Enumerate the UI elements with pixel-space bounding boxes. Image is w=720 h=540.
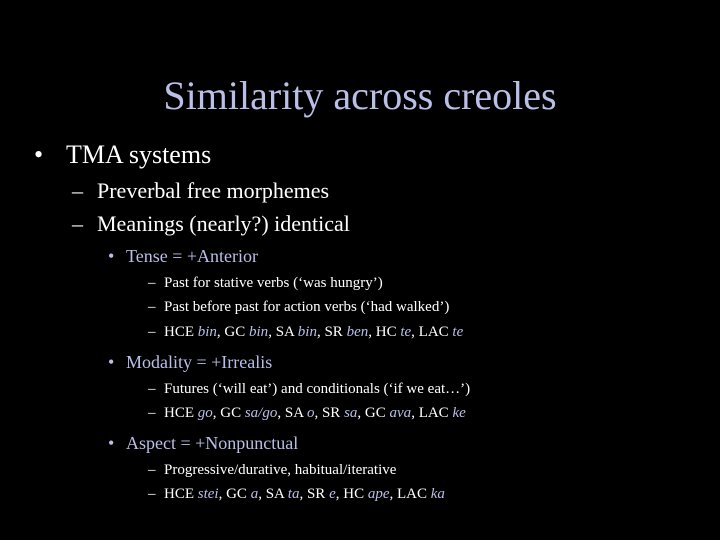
subbullet-preverbal — [72, 178, 329, 204]
detail-text: Past before past for action verbs (‘had walked’) — [164, 299, 450, 315]
marker-gc: bin — [249, 324, 269, 340]
detail-tense-forms — [148, 324, 463, 341]
detail-text: HCE bin, GC bin, SA bin, SR ben, HC te, LAC te — [164, 324, 464, 340]
bullet-icon: • — [34, 140, 44, 169]
detail-progressive — [148, 462, 396, 479]
detail-modality-forms — [148, 405, 466, 422]
dash-icon: – — [72, 211, 83, 236]
dash-icon: – — [148, 324, 156, 340]
bullet-tma-systems — [34, 140, 212, 170]
point-text: Tense = +Anterior — [126, 246, 259, 266]
marker-gc: a — [250, 486, 259, 502]
marker-lac: ka — [430, 486, 445, 502]
dash-icon: – — [148, 299, 156, 315]
bullet-text: TMA systems — [66, 140, 212, 169]
point-modality — [108, 352, 272, 373]
detail-aspect-forms — [148, 486, 445, 503]
detail-text: Progressive/durative, habitual/iterative — [164, 462, 397, 478]
bullet-icon: • — [108, 352, 115, 372]
detail-text: HCE go, GC sa/go, SA o, SR sa, GC ava, LAC ke — [164, 405, 466, 421]
detail-futures — [148, 381, 470, 398]
subbullet-text: Preverbal free morphemes — [97, 178, 330, 203]
marker-hc: te — [400, 324, 412, 340]
dash-icon: – — [148, 381, 156, 397]
detail-past-stative — [148, 275, 383, 292]
marker-hce: stei — [197, 486, 219, 502]
marker-hce: bin — [197, 324, 217, 340]
slide-title: Similarity across creoles — [163, 73, 557, 118]
marker-lac: ke — [452, 405, 466, 421]
detail-text: HCE stei, GC a, SA ta, SR e, HC ape, LAC ka — [164, 486, 445, 502]
marker-sr: e — [329, 486, 336, 502]
detail-past-before — [148, 299, 449, 316]
marker-sa: bin — [297, 324, 317, 340]
marker-hce: go — [197, 405, 213, 421]
dash-icon: – — [148, 405, 156, 421]
dash-icon: – — [148, 275, 156, 291]
detail-text: Futures (‘will eat’) and conditionals (‘if we eat…’) — [164, 381, 471, 397]
marker-sa: o — [306, 405, 315, 421]
marker-gc: sa/go — [244, 405, 278, 421]
dash-icon: – — [148, 462, 156, 478]
point-aspect — [108, 433, 298, 454]
point-text: Modality = +Irrealis — [126, 352, 273, 372]
marker-hc: ape — [367, 486, 390, 502]
detail-text: Past for stative verbs (‘was hungry’) — [164, 275, 383, 291]
marker-sr: ben — [346, 324, 369, 340]
point-tense — [108, 246, 258, 267]
dash-icon: – — [72, 178, 83, 203]
subbullet-meanings — [72, 211, 350, 237]
marker-sa: ta — [287, 486, 300, 502]
bullet-icon: • — [108, 433, 115, 453]
subbullet-text: Meanings (nearly?) identical — [97, 211, 350, 236]
bullet-icon: • — [108, 246, 115, 266]
point-text: Aspect = +Nonpunctual — [126, 433, 299, 453]
marker-sr: sa — [344, 405, 358, 421]
dash-icon: – — [148, 486, 156, 502]
marker-lac: te — [452, 324, 464, 340]
marker-gc2: ava — [389, 405, 412, 421]
